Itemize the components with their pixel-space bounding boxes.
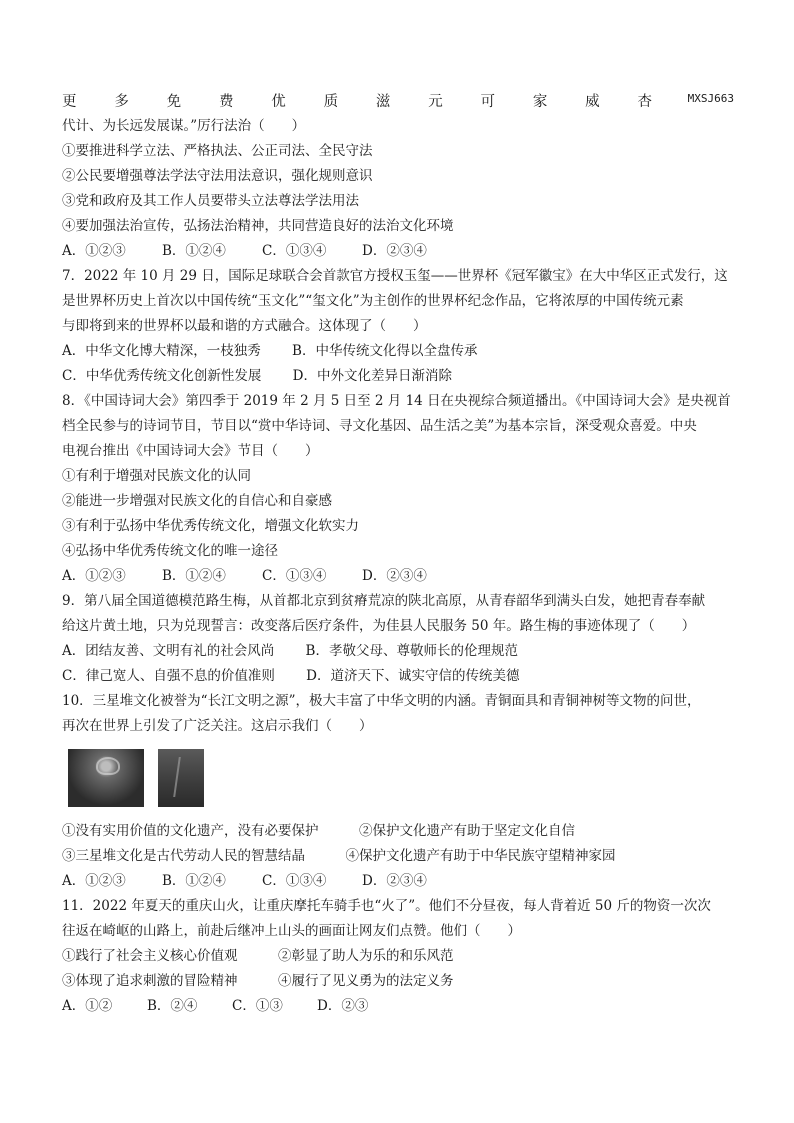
q10-statements-row2: ③三星堆文化是古代劳动人民的智慧结晶 ④保护文化遗产有助于中华民族守望精神家园 (62, 848, 616, 864)
header-char: 更 (62, 94, 77, 110)
document-code: MXSJ663 (687, 92, 734, 105)
option-b: B．①②④ (162, 243, 226, 259)
option-b: B．②④ (147, 998, 198, 1014)
q11-stem: 往返在崎岖的山路上，前赴后继冲上山头的画面让网友们点赞。他们（ ） (62, 923, 521, 939)
header-char: 杏 (637, 94, 652, 110)
q11-statements-row1: ①践行了社会主义核心价值观 ②彰显了助人为乐的和乐风范 (62, 948, 454, 964)
q10-images (68, 749, 734, 807)
q9-options-row1: A．团结友善、文明有礼的社会风尚 B．孝敬父母、尊敬师长的伦理规范 (62, 643, 518, 659)
option-c: C．①③ (232, 998, 283, 1014)
q8-statement-1: ①有利于增强对民族文化的认同 (62, 468, 251, 484)
document-page (62, 88, 734, 1019)
option-a: A．①②③ (62, 568, 126, 584)
option-b: B．①②④ (162, 568, 226, 584)
header-char: 威 (585, 94, 600, 110)
q7-options-row2: C．中华优秀传统文化创新性发展 D．中外文化差异日渐消除 (62, 368, 452, 384)
q9-stem: 9．第八届全国道德模范路生梅，从首都北京到贫瘠荒凉的陕北高原，从青春韶华到满头白发，她把青春奉献 (62, 593, 706, 609)
q7-stem: 是世界杯历史上首次以中国传统“玉文化”“玺文化”为主创作的世界杯纪念作品，它将浓厚的中国传统元素 (62, 293, 684, 309)
q9-stem: 给这片黄土地，只为兑现誓言：改变落后医疗条件，为佳县人民服务 50 年。路生梅的事迹体现了（ ） (62, 618, 696, 634)
text-line: 代计、为长远发展谋。”厉行法治（ ） (62, 118, 306, 134)
option-a: A．①②③ (62, 873, 126, 889)
q7-options-row1: A．中华文化博大精深，一枝独秀 B．中华传统文化得以全盘传承 (62, 343, 478, 359)
q11-statements-row2: ③体现了追求刺激的冒险精神 ④履行了见义勇为的法定义务 (62, 973, 454, 989)
q8-statement-2: ②能进一步增强对民族文化的自信心和自豪感 (62, 493, 332, 509)
option-d: D．②③④ (362, 873, 427, 889)
option-a: A．①② (62, 998, 113, 1014)
header-title (62, 90, 652, 111)
bronze-mask-image (68, 749, 144, 807)
header-char: 费 (218, 94, 234, 110)
statement-4: ④要加强法治宣传，弘扬法治精神，共同营造良好的法治文化环境 (62, 218, 454, 234)
header-char: 多 (114, 94, 129, 110)
q8-options (62, 564, 734, 589)
q10-statements-row1: ①没有实用价值的文化遗产，没有必要保护 ②保护文化遗产有助于坚定文化自信 (62, 823, 575, 839)
q10-options (62, 869, 734, 894)
header-char: 免 (166, 94, 182, 110)
header-char: 优 (271, 94, 286, 110)
q10-stem: 再次在世界上引发了广泛关注。这启示我们（ ） (62, 718, 373, 734)
statement-3: ③党和政府及其工作人员要带头立法尊法学法用法 (62, 193, 359, 209)
q11-options (62, 994, 734, 1019)
option-c: C．①③④ (262, 873, 327, 889)
q9-options-row2: C．律己宽人、自强不息的价值准则 D．道济天下、诚实守信的传统美德 (62, 668, 520, 684)
option-a: A．①②③ (62, 243, 126, 259)
q8-stem: 8．《中国诗词大会》第四季于 2019 年 2 月 5 日至 2 月 14 日在央视综合频道播出。《中国诗词大会》是央视首 (62, 393, 731, 409)
option-c: C．①③④ (262, 568, 327, 584)
option-b: B．①②④ (162, 873, 226, 889)
header-char: 元 (428, 94, 443, 110)
q8-stem: 档全民参与的诗词节目，节目以“赏中华诗词、寻文化基因、品生活之美”为基本宗旨，深受观众喜爱。中央 (62, 418, 697, 434)
statement-1: ①要推进科学立法、严格执法、公正司法、全民守法 (62, 143, 373, 159)
option-d: D．②③④ (362, 243, 427, 259)
q8-stem: 电视台推出《中国诗词大会》节目（ ） (62, 443, 319, 459)
header-char: 可 (480, 94, 495, 110)
q11-stem: 11．2022 年夏天的重庆山火，让重庆摩托车骑手也“火了”。他们不分昼夜，每人背着近 50 斤的物资一次次 (62, 898, 711, 914)
q10-stem: 10．三星堆文化被誉为“长江文明之源”，极大丰富了中华文明的内涵。青铜面具和青铜神树等文物的问世， (62, 693, 701, 709)
q8-statement-3: ③有利于弘扬中华优秀传统文化，增强文化软实力 (62, 518, 359, 534)
q8-statement-4: ④弘扬中华优秀传统文化的唯一途径 (62, 543, 278, 559)
option-c: C．①③④ (262, 243, 327, 259)
header-char: 质 (323, 94, 339, 110)
q6-options (62, 239, 734, 264)
header-char: 滋 (375, 94, 391, 110)
header-char: 家 (532, 94, 548, 110)
bronze-tree-image (158, 749, 204, 807)
q7-stem: 7．2022 年 10 月 29 日，国际足球联合会首款官方授权玉玺——世界杯《冠军徽宝》在大中华区正式发行，这 (62, 268, 728, 284)
option-d: D．②③④ (362, 568, 427, 584)
statement-2: ②公民要增强尊法学法守法用法意识，强化规则意识 (62, 168, 373, 184)
q7-stem: 与即将到来的世界杯以最和谐的方式融合。这体现了（ ） (62, 318, 427, 334)
option-d: D．②③ (317, 998, 369, 1014)
page-header (62, 88, 734, 114)
